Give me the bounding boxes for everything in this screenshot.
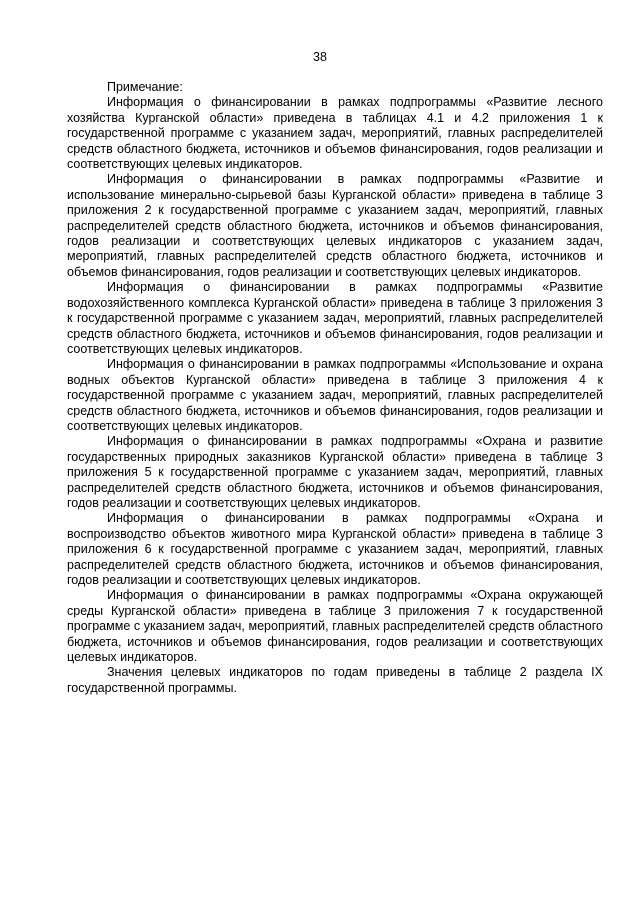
paragraph-water-management: Информация о финансировании в рамках подпрограммы «Развитие водохозяйственного комплекса Курганской области» приведена в таблице 3 приложения 3 к государственной программе с указанием задач, мероприятий, главных распределителей средств областного бюджета, источников и объемов финансирования, годов реализации и соответствующих целевых индикаторов. — [67, 280, 603, 356]
paragraph-water-bodies: Информация о финансировании в рамках подпрограммы «Использование и охрана водных объектов Курганской области» приведена в таблице 3 приложения 4 к государственной программе с указанием задач, мероприятий, главных распределителей средств областного бюджета, источников и объемов финансирования, годов реализации и соответствующих целевых индикаторов. — [67, 357, 603, 433]
paragraph-wildlife: Информация о финансировании в рамках подпрограммы «Охрана и воспроизводство объектов животного мира Курганской области» приведена в таблице 3 приложения 6 к государственной программе с указанием задач, мероприятий, главных распределителей средств областного бюджета, источников и объемов финансирования, годов реализации и соответствующих целевых индикаторов. — [67, 511, 603, 587]
document-body — [67, 80, 603, 696]
page-number: 38 — [313, 50, 327, 64]
paragraph-forestry: Информация о финансировании в рамках подпрограммы «Развитие лесного хозяйства Курганской области» приведена в таблицах 4.1 и 4.2 приложения 1 к государственной программе с указанием задач, мероприятий, главных распределителей средств областного бюджета, источников и объемов финансирования, годов реализации и соответствующих целевых индикаторов. — [67, 95, 603, 172]
note-heading: Примечание: — [107, 80, 183, 94]
paragraph-nature-reserves: Информация о финансировании в рамках подпрограммы «Охрана и развитие государственных природных заказников Курганской области» приведена в таблице 3 приложения 5 к государственной программе с указанием задач, мероприятий, главных распределителей средств областного бюджета, источников и объемов финансирования, годов реализации и соответствующих целевых индикаторов. — [67, 434, 603, 510]
paragraph-mineral-resources: Информация о финансировании в рамках подпрограммы «Развитие и использование минерально-сырьевой базы Курганской области» приведена в таблице 3 приложения 2 к государственной программе с указанием задач, мероприятий, главных распределителей средств областного бюджета, источников и объемов финансирования, годов реализации и соответствующих целевых индикаторов с указанием задач, мероприятий, главных распределителей средств областного бюджета, источников и объемов финансирования, годов реализации и соответствующих целевых индикаторов. — [67, 172, 603, 279]
paragraph-environment: Информация о финансировании в рамках подпрограммы «Охрана окружающей среды Курганской области» приведена в таблице 3 приложения 7 к государственной программе с указанием задач, мероприятий, главных распределителей средств областного бюджета, источников и объемов финансирования, годов реализации и соответствующих целевых индикаторов. — [67, 588, 603, 665]
paragraph-target-indicators: Значения целевых индикаторов по годам приведены в таблице 2 раздела IX государственной программы. — [67, 665, 603, 695]
